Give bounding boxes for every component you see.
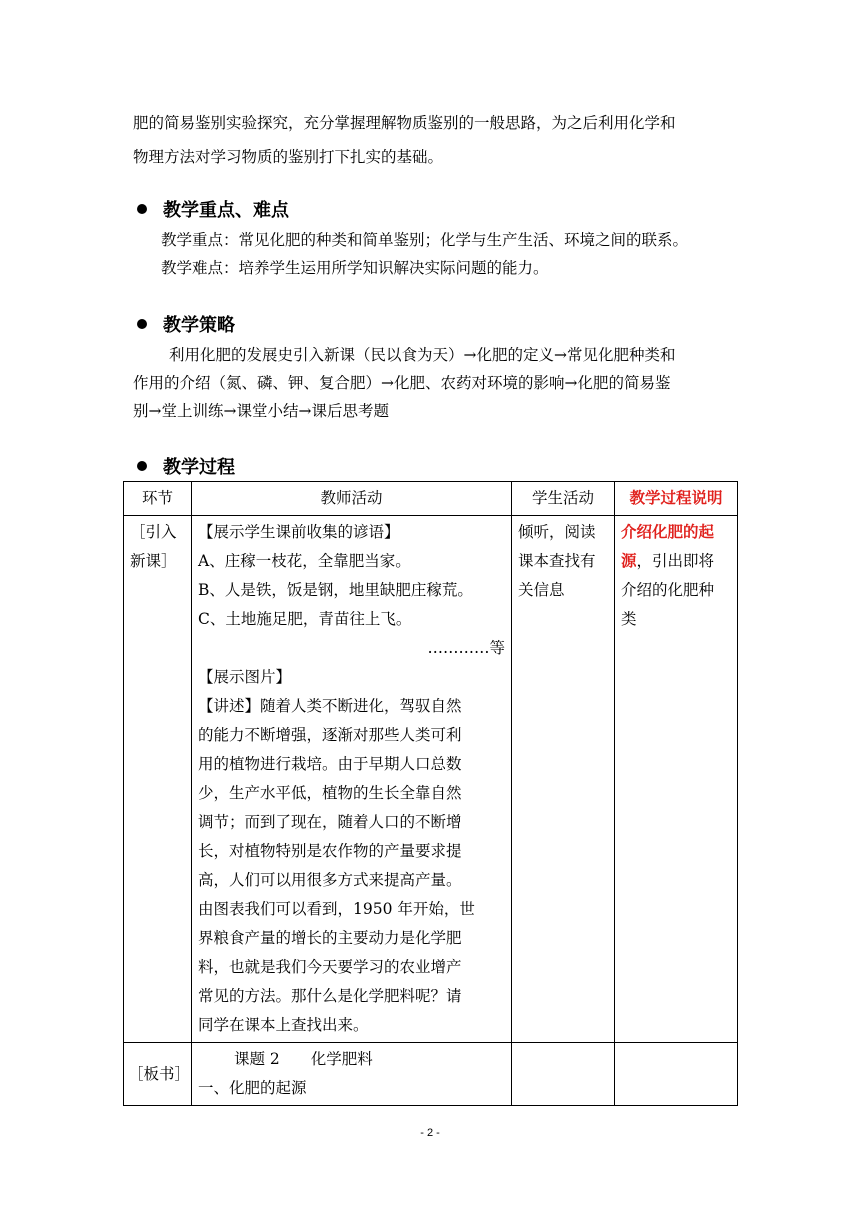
stage-cell: ［板书］ <box>124 1043 192 1106</box>
difficulty-line: 教学难点：培养学生运用所学知识解决实际问题的能力。 <box>161 259 549 277</box>
table-header-row <box>124 482 738 516</box>
strategy-line: 别→堂上训练→课堂小结→课后思考题 <box>133 402 389 420</box>
teacher-activity-cell: 课题 2 化学肥料 一、化肥的起源 <box>192 1043 512 1106</box>
student-activity-cell <box>512 1043 615 1106</box>
strategy-line: 利用化肥的发展史引入新课（民以食为天）→化肥的定义→常见化肥种类和 <box>169 346 676 364</box>
intro-line: 肥的简易鉴别实验探究，充分掌握理解物质鉴别的一般思路，为之后利用化学和 <box>133 114 676 132</box>
bullet-icon <box>137 204 147 214</box>
header-note: 教学过程说明 <box>615 482 738 516</box>
bullet-icon <box>137 319 147 329</box>
page-number: - 2 - <box>420 1127 440 1139</box>
section-process <box>133 453 743 479</box>
strategy-line: 作用的介绍（氮、磷、钾、复合肥）→化肥、农药对环境的影响→化肥的简易鉴 <box>133 374 671 392</box>
student-activity-cell: 倾听，阅读 课本查找有 关信息 <box>512 516 615 1043</box>
header-teacher: 教师活动 <box>192 482 512 516</box>
intro-paragraph <box>133 106 733 174</box>
section-heading: 教学过程 <box>133 453 743 479</box>
section-heading: 教学重点、难点 <box>133 196 743 222</box>
teacher-activity-cell: 【展示学生课前收集的谚语】 A、庄稼一枝花，全靠肥当家。 B、人是铁，饭是钢，地里缺肥庄稼荒。 C、土地施足肥，青苗往上飞。 …………等 【展示图片】 【讲述】随着人类不断进化，驾驭自然 的能力不断增强，逐渐对那些人类可利 用的植物进行栽培。由于早期人口总数 少，生产水平低，植物的生长全靠自然 调节；而到了现在，随着人口的不断增 长，对植物特别是农作物的产量要求提 高，人们可以用很多方式来提高产量。 由图表我们可以看到，1950 年开始，世 界粮食产量的增长的主要动力是化学肥 料，也就是我们今天要学习的农业增产 常见的方法。那什么是化学肥料呢？请 同学在课本上查找出来。 <box>192 516 512 1043</box>
table-row <box>124 516 738 1043</box>
section-key-points <box>133 196 743 282</box>
header-stage: 环节 <box>124 482 192 516</box>
section-strategy <box>133 311 743 425</box>
process-table <box>123 481 738 1106</box>
intro-line: 物理方法对学习物质的鉴别打下扎实的基础。 <box>133 148 444 166</box>
process-note-cell: 介绍化肥的起 源，引出即将 介绍的化肥种 类 <box>615 516 738 1043</box>
header-student: 学生活动 <box>512 482 615 516</box>
stage-cell: ［引入 新课］ <box>124 516 192 1043</box>
bullet-icon <box>137 461 147 471</box>
key-point-line: 教学重点：常见化肥的种类和简单鉴别；化学与生产生活、环境之间的联系。 <box>161 231 689 249</box>
section-heading: 教学策略 <box>133 311 743 337</box>
process-note-cell <box>615 1043 738 1106</box>
table-row <box>124 1043 738 1106</box>
strategy-paragraph <box>133 341 733 425</box>
